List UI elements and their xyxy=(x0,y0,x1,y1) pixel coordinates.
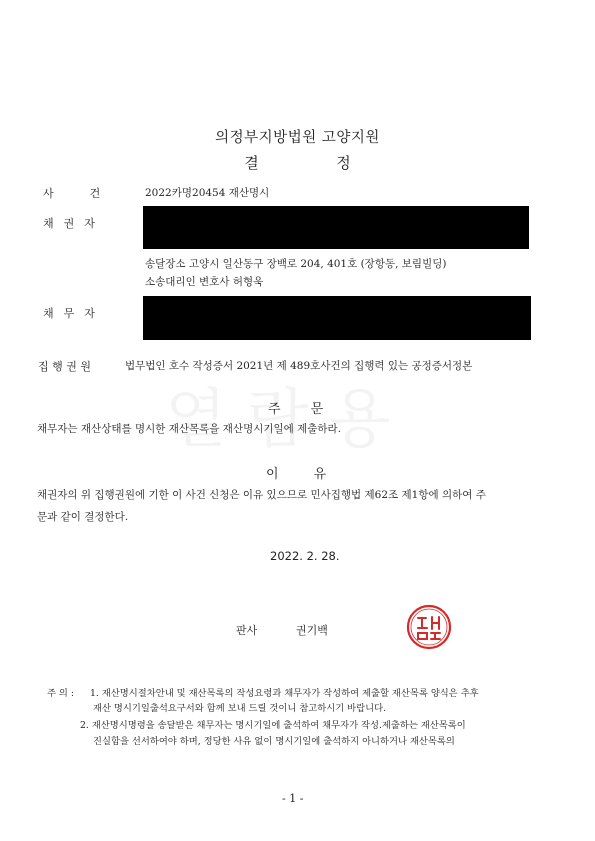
debtor-redaction xyxy=(143,296,531,340)
page-number: - 1 - xyxy=(282,792,304,805)
creditor-label: 채 권 자 xyxy=(43,217,95,230)
creditor-redaction xyxy=(143,206,529,249)
judge-seal xyxy=(406,604,452,650)
reason-text-line2: 문과 같이 결정한다. xyxy=(37,511,129,523)
creditor-service-address: 송달장소 고양시 일산동구 장백로 204, 401호 (장항동, 보림빌딩) xyxy=(145,258,447,270)
order-text: 채무자는 재산상태를 명시한 재산목록을 재산명시기일에 제출하라. xyxy=(37,423,342,435)
case-label: 사 건 xyxy=(43,187,101,200)
document-title xyxy=(0,152,595,173)
creditor-agent: 소송대리인 변호사 허형욱 xyxy=(145,276,264,288)
notes-prefix: 주 의 : xyxy=(47,688,75,699)
case-value: 2022카명20454 재산명시 xyxy=(145,187,270,199)
note-item1-line2: 재산 명시기일출석요구서와 함께 보내 드릴 것이니 참고하시기 바랍니다. xyxy=(93,703,387,714)
judge-title: 판사 xyxy=(236,624,258,637)
note-item2-line1: 2. 재산명시명령을 송달받은 채무자는 명시기일에 출석하여 채무자가 작성.제출하는 재산목록이 xyxy=(80,720,466,731)
title-char-left: 결 xyxy=(244,154,259,172)
order-heading: 주 문 xyxy=(268,402,324,417)
execution-title-value: 법무법인 호수 작성증서 2021년 제 489호사건의 집행력 있는 공정증서정본 xyxy=(125,360,473,372)
note-item1-line1: 1. 재산명시절차안내 및 재산목록의 작성요령과 채무자가 작성하여 제출할 재산목록 양식은 추후 xyxy=(90,688,479,699)
title-char-right: 정 xyxy=(336,154,351,172)
note-item2-line2: 진실함을 선서하여야 하며, 정당한 사유 없이 명시기일에 출석하지 아니하거나 재산목록의 xyxy=(93,736,455,747)
reason-text-line1: 채권자의 위 집행권원에 기한 이 사건 신청은 이유 있으므로 민사집행법 제62조 제1항에 의하여 주 xyxy=(37,489,486,501)
execution-title-label: 집 행 권 원 xyxy=(38,360,91,373)
court-name: 의정부지방법원 고양지원 xyxy=(215,130,380,146)
judge-name: 권기백 xyxy=(296,624,328,637)
decision-date: 2022. 2. 28. xyxy=(270,549,340,563)
debtor-label: 채 무 자 xyxy=(43,307,95,320)
reason-heading: 이 유 xyxy=(266,467,327,482)
